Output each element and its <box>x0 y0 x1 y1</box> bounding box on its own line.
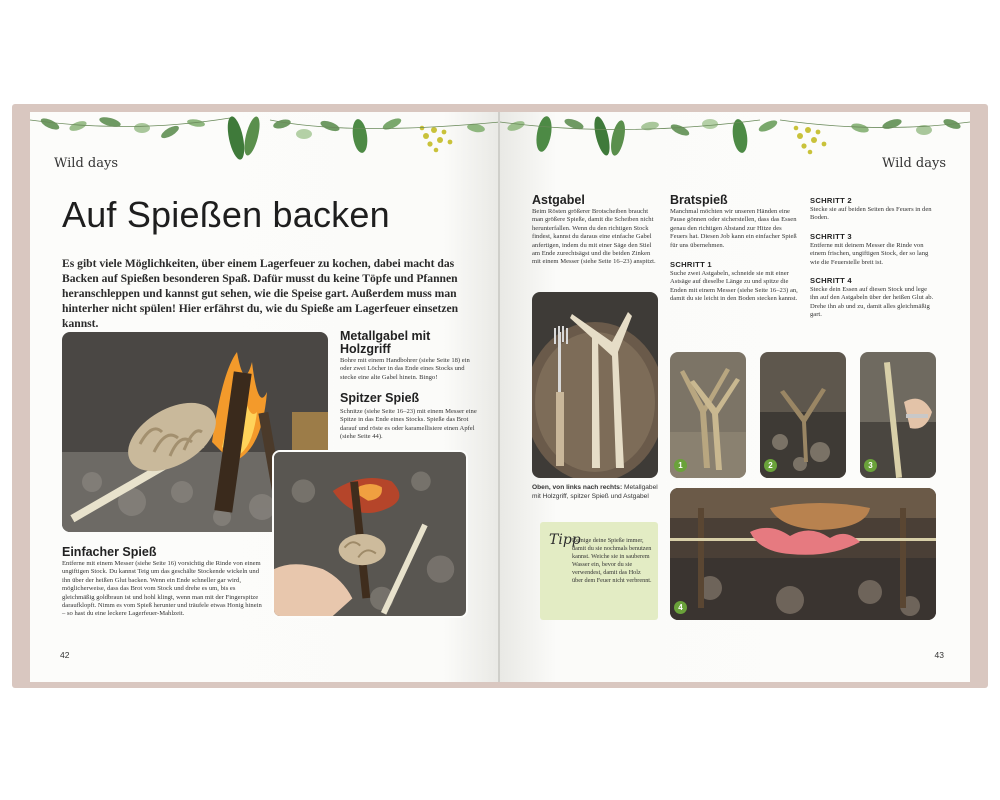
bratspiess-title: Bratspieß <box>670 193 728 207</box>
step-badge-4: 4 <box>674 601 687 614</box>
astgabel-text: Beim Rösten größerer Brotscheiben braucht man größere Spieße, damit die Scheiben nicht herunterfallen. Wenn du den richtigen Stock findest, kannst du daraus eine einfache Gabel anfertigen, indem du mit einer Säge den Stiel am Ende zurechtsägst und die beiden Zinken mit einem Messer (siehe Seite 16–23) anspitzt. <box>532 208 656 266</box>
header-tag-left: Wild days <box>54 156 118 171</box>
step-badge-1: 1 <box>674 459 687 472</box>
step-3-label: SCHRITT 3 <box>810 232 852 241</box>
step-2-text: Stecke sie auf beiden Seiten des Feuers in den Boden. <box>810 206 932 222</box>
book-spread <box>12 104 988 688</box>
photo-three-skewers <box>532 292 658 478</box>
tip-box <box>540 522 658 620</box>
bratspiess-text: Manchmal möchten wir unseren Händen eine Pause gönnen oder sicherstellen, dass das Essen genau den richtigen Abstand zur Hitze des Feuers hat. Diesen Job kann ein einfacher Spieß für uns übernehmen. <box>670 208 797 249</box>
metallgabel-title: Metallgabel mit Holzgriff <box>340 329 431 356</box>
step-1-label: SCHRITT 1 <box>670 260 712 269</box>
intro-paragraph: Es gibt viele Möglichkeiten, über einem Lagerfeuer zu kochen, dabei macht das Backen auf Spießen besonderen Spaß. Dafür musst du keine Töpfe und Pfannen heranschleppen und kannst gut sehen, wie die Speise gart. Außerdem muss man hinterher nicht spülen! Hier erfährst du, wie du Spieße am Lagerfeuer einsetzen kannst. <box>62 257 459 330</box>
page-number-right: 43 <box>934 650 944 660</box>
right-page <box>500 112 970 682</box>
step-2-label: SCHRITT 2 <box>810 196 852 205</box>
photo-caption <box>532 484 660 501</box>
einfacher-title: Einfacher Spieß <box>62 545 157 559</box>
spitzer-text: Schnitze (siehe Seite 16–23) mit einem Messer eine Spitze in das Ende eines Stocks. Spieße das Brot darauf und röste es oder karamellisiere einen Apfel (siehe Seite 44). <box>340 408 477 441</box>
photo-step-4 <box>670 488 936 620</box>
caption-text: Metallgabel mit Holzgriff, spitzer Spieß und Astgabel <box>532 484 658 500</box>
einfacher-text: Entferne mit einem Messer (siehe Seite 16) vorsichtig die Rinde von einem ungiftigen Stock. Du kannst Teig um das geschälte Stockende wickeln und ihn über der heißen Glut backen. Wenn ein Ende schneller gar wird, möglicherweise, dass das Brot vom Stock und drehe es um, bis es gleichmäßig goldbraun ist und hohl klingt, wenn man mit der Fingerspitze daraufklopft. Nimm es vom Spieß herunter und träufele etwas Honig hinein – so hast du eine leckere Lagerfeuer-Mahlzeit. <box>62 560 262 618</box>
caption-bold: Oben, von links nach rechts: <box>532 484 623 491</box>
spitzer-title: Spitzer Spieß <box>340 391 420 405</box>
step-1-text: Suche zwei Astgabeln, schneide sie mit einer Astsäge auf dieselbe Länge zu und spitze die Enden mit einem Messer (siehe Seite 16–23) an, damit du sie leicht in den Boden stecken kannst. <box>670 270 798 303</box>
step-3-text: Entferne mit deinem Messer die Rinde von einem frischen, ungiftigen Stock, der so lang wie die Feuerstelle breit ist. <box>810 242 929 266</box>
step-badge-2: 2 <box>764 459 777 472</box>
photo-hand-with-stick <box>272 450 468 618</box>
metallgabel-text: Bohre mit einem Handbohrer (siehe Seite 18) ein oder zwei Löcher in das Ende eines Stocks und stecke eine alte Gabel hinein. Bingo! <box>340 357 470 381</box>
astgabel-title: Astgabel <box>532 193 585 207</box>
step-badge-3: 3 <box>864 459 877 472</box>
page-title: Auf Spießen backen <box>62 194 390 235</box>
tip-text: Reinige deine Spieße immer, damit du sie nochmals benutzen kannst. Weiche sie in sauberem Wasser ein, bevor du sie verwendest, damit das Holz über dem Feuer nicht verbrennt. <box>572 537 652 584</box>
photo-step-3 <box>860 352 936 478</box>
page-number-left: 42 <box>60 650 70 660</box>
step-4-text: Stecke dein Essen auf diesen Stock und lege ihn auf den Astgabeln über der heißen Glut ab. Drehe ihn ab und zu, damit alles gleichmäßig gart. <box>810 286 934 319</box>
header-tag-right: Wild days <box>882 156 946 171</box>
photo-step-2 <box>760 352 846 478</box>
step-4-label: SCHRITT 4 <box>810 276 852 285</box>
photo-step-1 <box>670 352 746 478</box>
left-page <box>30 112 500 682</box>
tip-title: Tipp <box>549 532 581 548</box>
